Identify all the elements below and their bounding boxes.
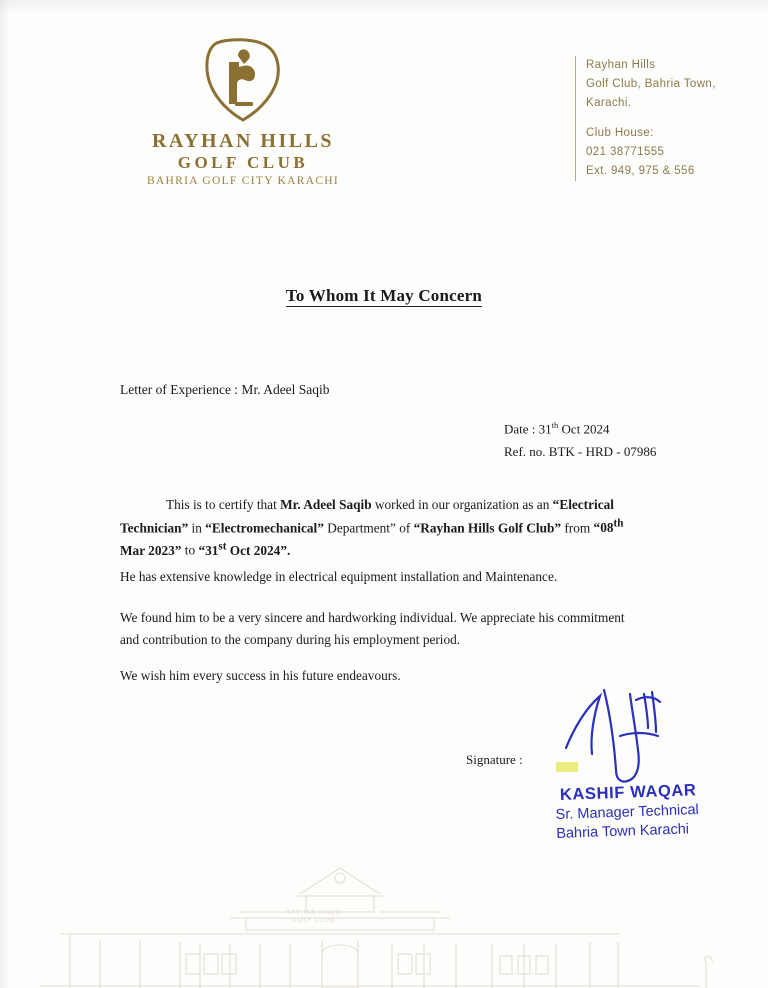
p1-text-6: to (181, 542, 199, 558)
date-rest: Oct 2024 (558, 421, 610, 437)
letterhead (0, 34, 768, 194)
paragraph-closing: We wish him every success in his future endeavours. (120, 668, 401, 683)
p1-end-date (198, 540, 291, 558)
p1-start-date-sup: th (613, 517, 624, 530)
signatory-role-line-1: Sr. Manager Technical (555, 802, 700, 824)
address-line-2: Golf Club, Bahria Town, (586, 77, 716, 90)
handwritten-signature (560, 684, 690, 794)
logo-tagline: BAHRIA GOLF CITY KARACHI (146, 175, 340, 188)
p1-employee-name: Mr. Adeel Saqib (280, 497, 372, 512)
p1-end-date-b: Oct 2024”. (226, 542, 291, 558)
p1-text-5: from (561, 519, 594, 535)
watermark-label (286, 910, 341, 926)
letterhead-contact-block (575, 56, 766, 181)
phone-group (586, 124, 766, 181)
paragraph-certification (120, 494, 642, 561)
document-meta (504, 418, 656, 464)
p1-department: “Electromechanical” (205, 519, 324, 535)
date-superscript: th (551, 420, 559, 430)
page-edge-shadow-top (0, 0, 768, 14)
p1-designation: “Electrical Technician” (120, 497, 614, 535)
p1-start-date-a: “08 (593, 519, 614, 535)
address-line-1: Rayhan Hills (586, 59, 656, 71)
clubhouse-phone: 021 38771555 (586, 145, 665, 158)
subject-line: Letter of Experience : Mr. Adeel Saqib (120, 382, 330, 397)
reference-line: Ref. no. BTK - HRD - 07986 (504, 444, 657, 460)
golf-club-crest-icon (195, 38, 291, 124)
document-title-text: To Whom It May Concern (285, 286, 483, 305)
paragraph-conduct: We found him to be a very sincere and hardworking individual. We appreciate his commitment and contribution to the company during his employment period. (120, 610, 625, 647)
signatory-role-line-2: Bahria Town Karachi (556, 821, 690, 843)
document-title (0, 286, 768, 306)
watermark-label-line-1: RAYHAN HILLS (286, 910, 341, 917)
company-logo (108, 38, 378, 187)
date-line (504, 418, 656, 441)
p1-text-1: This is to certify that (166, 497, 281, 512)
p1-text-4: Department” of (323, 519, 414, 535)
address-group (586, 56, 766, 113)
address-line-3: Karachi. (586, 96, 632, 109)
p1-end-date-a: “31 (198, 542, 219, 558)
p1-start-date-b: Mar 2023” (120, 542, 182, 558)
p1-end-date-sup: st (218, 540, 227, 553)
signatory-role (555, 801, 699, 844)
signatory-name: KASHIF WAQAR (559, 781, 697, 804)
p1-text-3: in (188, 519, 206, 535)
logo-company-sub: GOLF CLUB (177, 153, 309, 172)
clubhouse-label: Club House: (586, 126, 654, 139)
clubhouse-watermark (0, 858, 768, 988)
logo-company-name: RAYHAN HILLS (151, 130, 335, 152)
p1-company: “Rayhan Hills Golf Club” (413, 519, 562, 535)
watermark-label-line-2: GOLF CLUB (291, 918, 335, 925)
signature-label: Signature : (466, 752, 523, 767)
p1-text-2: worked in our organization as an (371, 497, 553, 512)
clubhouse-extensions: Ext. 949, 975 & 556 (586, 164, 695, 177)
paragraph-skills: He has extensive knowledge in electrical equipment installation and Maintenance. (120, 569, 558, 584)
date-label: Date : 31 (504, 421, 552, 437)
